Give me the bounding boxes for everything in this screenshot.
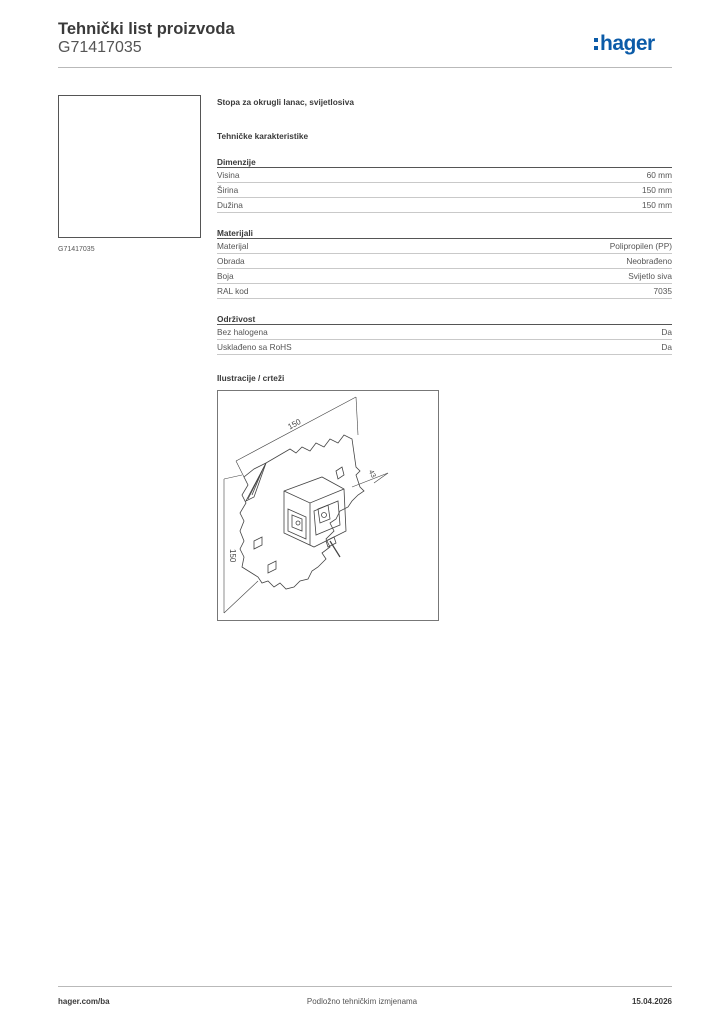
spec-row <box>217 198 672 213</box>
dim-label-height: 150 <box>228 549 237 563</box>
spec-label: Visina <box>217 170 240 180</box>
page-title: Tehnički list proizvoda <box>58 20 235 38</box>
footer-note: Podložno tehničkim izmjenama <box>306 997 418 1006</box>
footer-divider <box>58 986 672 987</box>
spec-label: Boja <box>217 271 234 281</box>
specs-panel <box>217 96 672 355</box>
footer-date: 15.04.2026 <box>631 997 672 1006</box>
hager-logo <box>593 29 675 59</box>
spec-group-sustainability <box>217 313 672 355</box>
spec-row <box>217 284 672 299</box>
technical-characteristics-heading: Tehničke karakteristike <box>217 131 309 141</box>
product-code: G71417035 <box>58 39 142 56</box>
product-image-frame <box>58 95 201 238</box>
spec-value: 150 mm <box>642 200 672 210</box>
technical-drawing <box>217 390 439 621</box>
spec-label: RAL kod <box>217 286 249 296</box>
housing-body <box>284 477 346 547</box>
spec-label: Širina <box>217 185 239 195</box>
spec-row <box>217 183 672 198</box>
spec-row <box>217 340 672 355</box>
spec-group-title: Materijali <box>217 227 672 239</box>
spec-value: Da <box>661 342 672 352</box>
spec-label: Usklađeno sa RoHS <box>217 342 292 352</box>
spec-value: 60 mm <box>646 170 672 180</box>
spec-label: Obrada <box>217 256 245 266</box>
header-divider <box>58 67 672 68</box>
technical-drawing-svg <box>218 391 438 620</box>
spec-value: 150 mm <box>642 185 672 195</box>
spec-group-dimensions <box>217 156 672 213</box>
spec-row <box>217 269 672 284</box>
dim-label-width: 150 <box>286 417 303 432</box>
spec-value: Svijetlo siva <box>628 271 672 281</box>
logo-dot-top <box>594 38 598 42</box>
footer-website-link[interactable]: hager.com/ba <box>58 997 110 1006</box>
illustrations-heading: Ilustracije / crteži <box>217 373 285 383</box>
spec-row <box>217 168 672 183</box>
dim-label-depth: 43 <box>366 468 377 479</box>
spec-row <box>217 325 672 340</box>
spec-group-title: Održivost <box>217 313 672 325</box>
spec-value: 7035 <box>653 286 672 296</box>
spec-group-materials <box>217 227 672 299</box>
spec-label: Dužina <box>217 200 243 210</box>
spec-value: Neobrađeno <box>626 256 672 266</box>
spec-row <box>217 254 672 269</box>
dim-line-width <box>236 397 356 461</box>
spec-value: Da <box>661 327 672 337</box>
product-image-caption: G71417035 <box>58 246 95 253</box>
spec-value: Polipropilen (PP) <box>609 241 672 251</box>
spec-row <box>217 239 672 254</box>
product-description: Stopa za okrugli lanac, svijetlosiva <box>217 97 354 107</box>
spec-label: Bez halogena <box>217 327 268 337</box>
logo-wordmark: hager <box>600 32 655 55</box>
logo-dot-bottom <box>594 46 598 50</box>
spec-group-title: Dimenzije <box>217 156 672 168</box>
spec-label: Materijal <box>217 241 249 251</box>
